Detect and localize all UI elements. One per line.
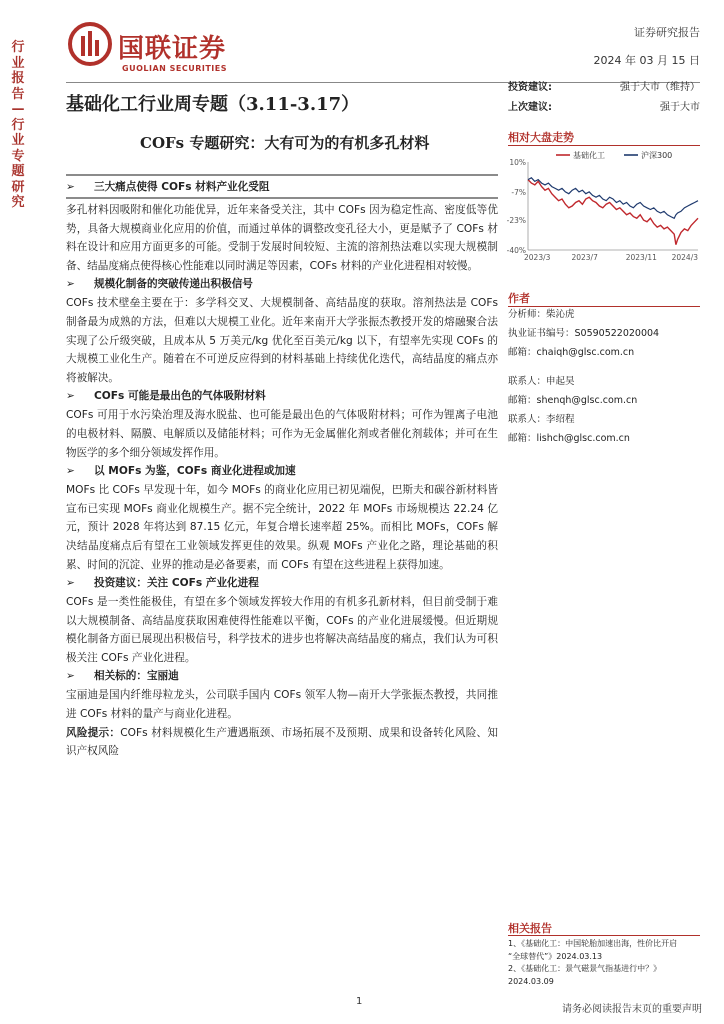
footer-disclaimer: 请务必阅读报告末页的重要声明 bbox=[562, 1004, 702, 1015]
contact-email: 邮箱：shenqh@glsc.com.cn bbox=[508, 395, 638, 406]
risk-warning bbox=[66, 724, 498, 761]
risk-text: COFs 材料规模化生产遭遇瓶颈、市场拓展不及预期、成果和设备转化风险、知识产权风险 bbox=[66, 726, 499, 758]
chart-section-title: 相对大盘走势 bbox=[508, 131, 574, 144]
chart-y-tick-label: -40% bbox=[506, 246, 526, 255]
related-reports-list bbox=[508, 938, 704, 988]
related-reports-title: 相关报告 bbox=[508, 922, 552, 935]
section-heading bbox=[66, 667, 498, 686]
logo-mark-icon bbox=[68, 22, 112, 66]
analyst-cert: 执业证书编号：S0590522020004 bbox=[508, 328, 660, 339]
rating-current-label: 投资建议: bbox=[508, 82, 552, 93]
chart-legend-label: 基础化工 bbox=[573, 151, 605, 160]
chart-title-divider bbox=[508, 145, 700, 146]
contact-email: 邮箱：lishch@glsc.com.cn bbox=[508, 433, 630, 444]
analyst-email: 邮箱：chaiqh@glsc.com.cn bbox=[508, 347, 635, 358]
section-heading-text: COFs 可能是最出色的气体吸附材料 bbox=[94, 390, 266, 403]
chart-svg bbox=[506, 148, 702, 272]
chevron-right-icon: ➢ bbox=[66, 577, 75, 590]
section-heading-text: 投资建议：关注 COFs 产业化进程 bbox=[94, 577, 259, 590]
chart-series-line-csi300 bbox=[528, 178, 698, 219]
report-title: 基础化工行业周专题（3.11-3.17） bbox=[66, 94, 360, 115]
section-heading bbox=[66, 387, 498, 406]
contact-name: 联系人：申起昊 bbox=[508, 376, 575, 387]
chevron-right-icon: ➢ bbox=[66, 390, 75, 403]
page-number: 1 bbox=[356, 996, 363, 1007]
related-report-item-cont: “全球替代”》2024.03.13 bbox=[508, 951, 603, 961]
author-section-title: 作者 bbox=[508, 292, 530, 305]
report-summary bbox=[66, 174, 498, 761]
section-heading bbox=[66, 178, 498, 197]
contact-name: 联系人：李绍程 bbox=[508, 414, 575, 425]
section-heading bbox=[66, 462, 498, 481]
company-logo bbox=[66, 18, 266, 76]
rating-panel bbox=[508, 78, 700, 118]
chevron-right-icon: ➢ bbox=[66, 278, 75, 291]
rating-previous-row bbox=[508, 98, 700, 118]
section-rule bbox=[66, 174, 498, 176]
rating-current-value: 强于大市（维持） bbox=[620, 82, 700, 93]
section-heading-text: 规模化制备的突破传递出积极信号 bbox=[94, 278, 253, 291]
report-date: 2024 年 03 月 15 日 bbox=[593, 54, 700, 67]
document-type: 证券研究报告 bbox=[634, 26, 700, 39]
related-report-item-cont: 2024.03.09 bbox=[508, 976, 554, 986]
chart-y-tick-label: -23% bbox=[506, 216, 526, 226]
section-heading bbox=[66, 574, 498, 593]
rating-previous-label: 上次建议: bbox=[508, 102, 552, 113]
related-report-item: 1、《基础化工：中国轮胎加速出海，性价比开启 bbox=[508, 939, 678, 948]
related-title-divider bbox=[508, 935, 700, 936]
section-body: COFs 是一类性能极佳，有望在多个领域发挥较大作用的有机多孔新材料，但目前受制于难以大规模制备、高结晶度获取困难使得性能难以平衡，COFs 的产业化进展缓慢。但近期规模化制备方面已展现出积极信号，科学技术的进步也将解决高结晶度的痛点，我们认为可积极关注 COFs 产业化进程。 bbox=[66, 596, 498, 664]
section-body: COFs 可用于水污染治理及海水脱盐、也可能是最出色的气体吸附材料；可作为锂离子电池的电极材料、隔膜、电解质以及储能材料；可作为无金属催化剂或者催化剂载体；并可在生物医学的多个细分领域发挥作用。 bbox=[66, 409, 498, 459]
logo-english-name: GUOLIAN SECURITIES bbox=[122, 64, 227, 73]
sidebar-report-category: 行业报告—行业专题研究 bbox=[11, 40, 25, 210]
chart-y-tick-label: 10% bbox=[509, 158, 526, 167]
section-heading-text: 相关标的：宝丽迪 bbox=[94, 670, 179, 683]
report-subtitle: COFs 专题研究：大有可为的有机多孔材料 bbox=[140, 134, 430, 152]
chart-series-line-basic-chemicals bbox=[528, 180, 698, 245]
section-body: COFs 技术壁垒主要在于：多学科交叉、大规模制备、高结晶度的获取。溶剂热法是 COFs 制备最为成熟的方法，但难以大规模工业化。近年来南开大学张振杰教授开发的熔融聚合法实现了公斤级突破，且成本从 5 万美元/kg 优化至百美元/kg 以下，有望率先实现 COFs 的大规模工业化生产。随着在不可逆反应得到的材料基础上持续优化迭代，高结晶度的痛点亦将被解决。 bbox=[66, 297, 498, 384]
section-rule bbox=[66, 197, 498, 199]
chevron-right-icon: ➢ bbox=[66, 465, 75, 478]
chart-x-tick-label: 2023/11 bbox=[625, 253, 657, 262]
section-body: MOFs 比 COFs 早发现十年，如今 MOFs 的商业化应用已初见端倪，巴斯夫和碳谷新材料皆宣布已实现 MOFs 商业化规模生产。据不完全统计，2022 年 MOFs 市场规模达 22.24 亿元，预计 2028 年将达到 87.15 亿元，年复合增长速率超 25%。而相比 MOFs，COFs 解决结晶度痛点后有望在工业领域发挥更佳的效果。纵观 MOFs 产业化之路，理论基础的积累、时间的沉淀、业界的推动是必备要素，而 COFs 有望在这些进程上获得加速。 bbox=[66, 484, 498, 571]
analyst-name: 分析师：柴沁虎 bbox=[508, 309, 575, 320]
logo-chinese-name: 国联证券 bbox=[118, 34, 227, 64]
chart-x-tick-label: 2024/3 bbox=[671, 253, 698, 262]
relative-performance-chart bbox=[506, 148, 702, 272]
author-list bbox=[508, 305, 700, 448]
related-report-item: 2、《基础化工：景气磁景气指基进行中？》 bbox=[508, 964, 662, 973]
section-heading-text: 三大痛点使得 COFs 材料产业化受阻 bbox=[94, 181, 270, 193]
rating-current-row bbox=[508, 78, 700, 98]
chart-x-tick-label: 2023/7 bbox=[571, 253, 598, 262]
chart-x-tick-label: 2023/3 bbox=[524, 253, 551, 262]
section-heading-text: 以 MOFs 为鉴，COFs 商业化进程或加速 bbox=[94, 465, 296, 478]
chart-y-tick-label: -7% bbox=[511, 187, 526, 197]
risk-label: 风险提示： bbox=[66, 726, 121, 739]
section-body: 宝丽迪是国内纤维母粒龙头，公司联手国内 COFs 领军人物—南开大学张振杰教授，共同推进 COFs 材料的量产与商业化进程。 bbox=[66, 689, 498, 721]
chevron-right-icon: ➢ bbox=[66, 670, 75, 683]
chevron-right-icon: ➢ bbox=[66, 181, 75, 193]
chart-legend-label: 沪深300 bbox=[641, 151, 673, 160]
rating-previous-value: 强于大市 bbox=[660, 102, 700, 113]
section-body: 多孔材料因吸附和催化功能优异，近年来备受关注，其中 COFs 因为稳定性高、密度低等优势，具备大规模商业化应用的价值，而通过单体的调整改变孔径大小，更是赋予了 COFs 材料在设计和应用方面更多的可能。受制于发展时间较短、主流的溶剂热法难以实现大规模制备、结晶度痛点使得核心性能难以同时满足等因素，COFs 材料的产业化进程相对较慢。 bbox=[66, 204, 498, 272]
section-heading bbox=[66, 275, 498, 294]
